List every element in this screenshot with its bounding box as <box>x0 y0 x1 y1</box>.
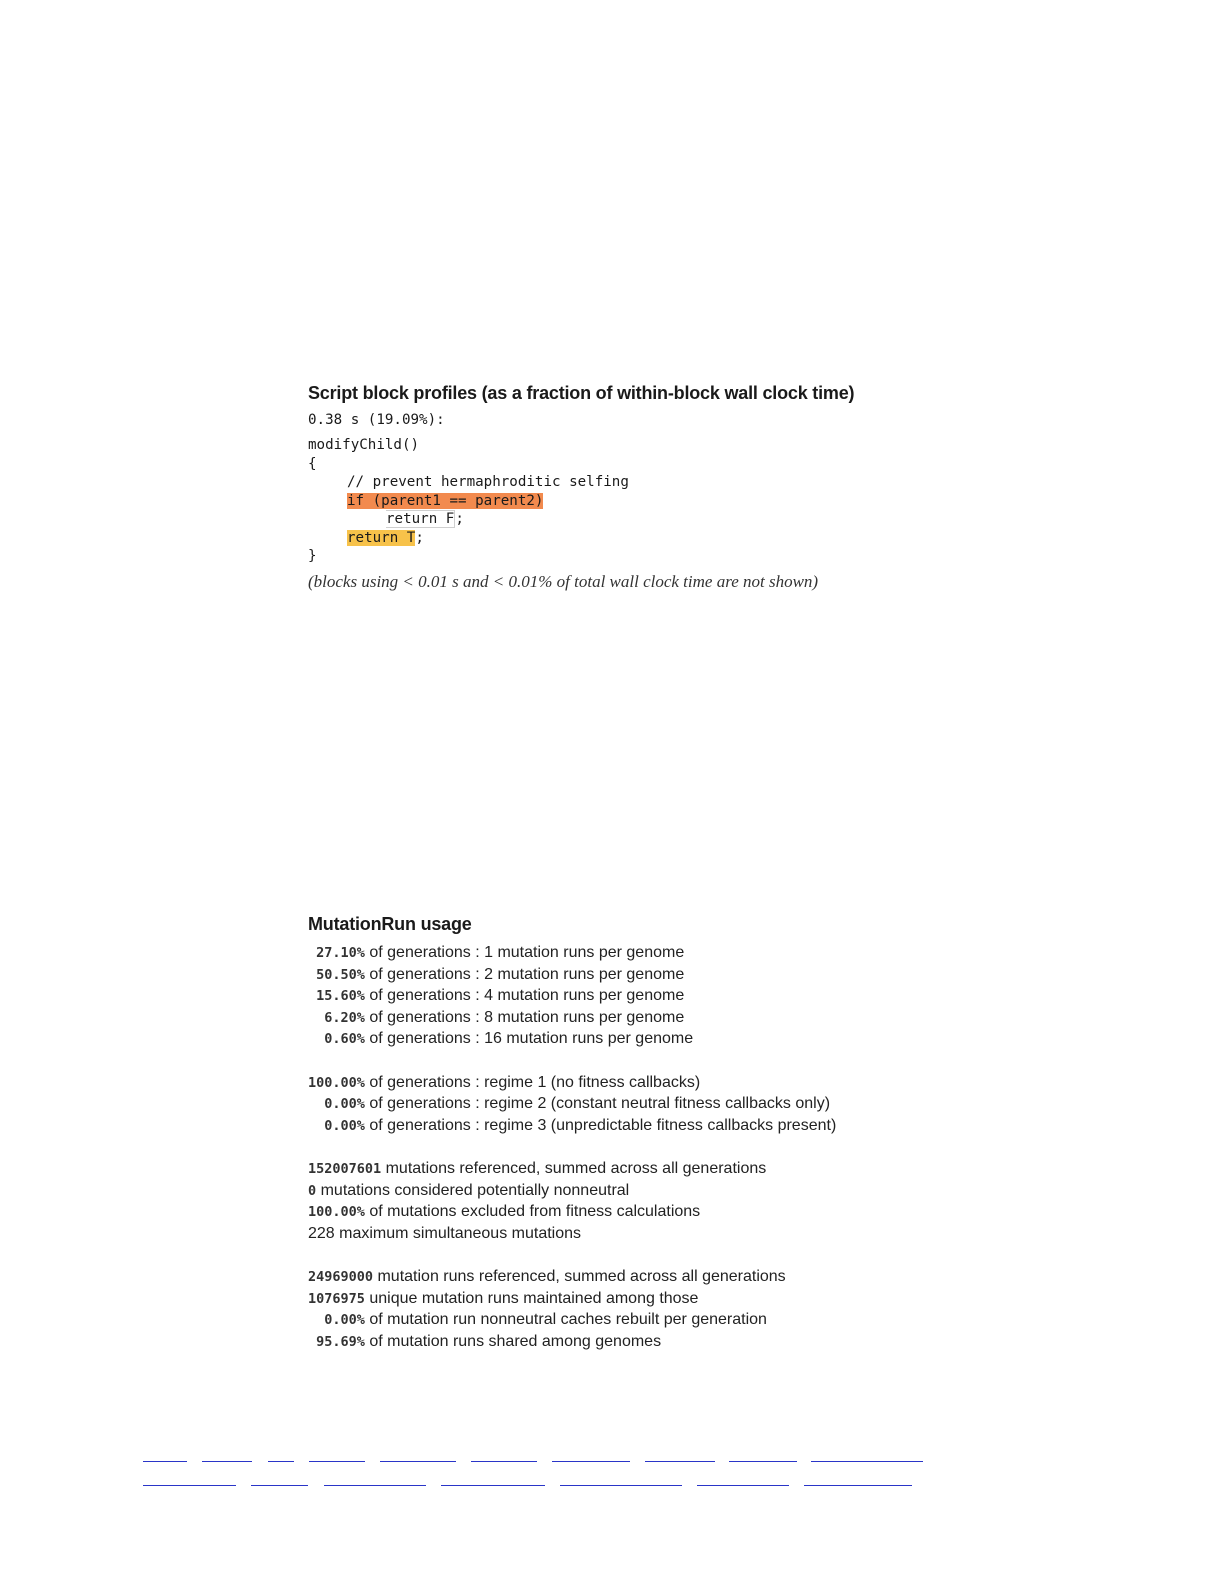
stat-value: 100.00% <box>308 1204 365 1221</box>
stat-value: 0.00% <box>308 1117 365 1134</box>
stat-row <box>308 1223 836 1245</box>
stat-text: mutations referenced, summed across all generations <box>381 1159 767 1177</box>
stat-text: of generations : regime 1 (no fitness callbacks) <box>364 1073 701 1091</box>
footer-link[interactable] <box>471 1458 537 1462</box>
code-line-signature: modifyChild() <box>308 437 420 453</box>
mutationrun-heading: MutationRun usage <box>308 914 472 934</box>
stat-text: of mutation run nonneutral caches rebuilt per generation <box>364 1311 767 1329</box>
stat-row <box>308 1331 836 1353</box>
footer-link[interactable] <box>811 1458 923 1462</box>
footer-link[interactable] <box>143 1482 236 1486</box>
mutationrun-stats <box>308 942 836 1352</box>
stat-text: mutation runs referenced, summed across all generations <box>373 1267 786 1285</box>
code-line-return-f <box>308 510 854 529</box>
stat-text: of generations : 16 mutation runs per genome <box>364 1030 694 1048</box>
stat-text: unique mutation runs maintained among those <box>364 1289 699 1307</box>
stat-value: 0.00% <box>308 1312 365 1329</box>
stat-value: 24969000 <box>308 1268 374 1285</box>
stat-text: of mutations excluded from fitness calculations <box>364 1203 701 1221</box>
script-profile-timing: 0.38 s (19.09%): <box>308 412 445 428</box>
code-return-t-highlight: return T <box>347 529 416 546</box>
stat-row <box>308 1115 836 1137</box>
stat-text: of generations : 4 mutation runs per genome <box>364 987 685 1005</box>
stat-value: 1076975 <box>308 1290 365 1307</box>
code-line-open-brace: { <box>308 455 317 472</box>
footer-link[interactable] <box>645 1458 715 1462</box>
stat-value: 95.69% <box>308 1333 365 1350</box>
stat-text: of generations : regime 3 (unpredictable fitness callbacks present) <box>364 1116 837 1134</box>
code-if-highlight: if (parent1 == parent2) <box>347 492 544 509</box>
footer-link[interactable] <box>380 1458 456 1462</box>
script-profile-note: (blocks using < 0.01 s and < 0.01% of total wall clock time are not shown) <box>308 571 819 591</box>
footer-link[interactable] <box>309 1458 365 1462</box>
script-profile-section <box>308 381 854 593</box>
stat-text: maximum simultaneous mutations <box>334 1224 582 1242</box>
footer-link[interactable] <box>143 1458 187 1462</box>
stat-value: 50.50% <box>308 966 365 983</box>
footer-link[interactable] <box>552 1458 630 1462</box>
stat-row <box>308 1093 836 1115</box>
footer-link[interactable] <box>202 1458 252 1462</box>
stat-text: mutations considered potentially nonneutral <box>316 1181 630 1199</box>
stat-row <box>308 1180 836 1202</box>
code-line-if <box>308 492 854 511</box>
script-profile-heading: Script block profiles (as a fraction of within-block wall clock time) <box>308 383 855 403</box>
stat-row <box>308 964 836 986</box>
stat-row <box>308 1007 836 1029</box>
footer-link[interactable] <box>441 1482 545 1486</box>
stat-value: 0.60% <box>308 1031 365 1048</box>
footer-link[interactable] <box>729 1458 797 1462</box>
stat-row <box>308 985 836 1007</box>
stat-value: 228 <box>308 1224 335 1242</box>
stat-row <box>308 1309 836 1331</box>
code-block <box>308 436 854 566</box>
footer-link[interactable] <box>268 1458 294 1462</box>
stat-row <box>308 1288 836 1310</box>
code-return-f-value: F <box>445 511 455 527</box>
stat-text: of generations : 8 mutation runs per genome <box>364 1008 685 1026</box>
stat-value: 0.00% <box>308 1096 365 1113</box>
footer-link[interactable] <box>560 1482 682 1486</box>
code-return-f-keyword: return <box>386 511 446 527</box>
code-return-f-box <box>386 510 455 528</box>
stat-value: 152007601 <box>308 1160 382 1177</box>
footer-link[interactable] <box>804 1482 912 1486</box>
footer-link[interactable] <box>697 1482 789 1486</box>
stat-value: 100.00% <box>308 1074 365 1091</box>
stat-row <box>308 1201 836 1223</box>
stat-value: 27.10% <box>308 945 365 961</box>
stat-value: 15.60% <box>308 988 365 1005</box>
stat-row <box>308 1266 836 1288</box>
code-line-return-t <box>308 529 854 548</box>
stat-text: of generations : 2 mutation runs per genome <box>364 965 685 983</box>
stat-text: of mutation runs shared among genomes <box>364 1332 662 1350</box>
code-return-f-semicolon: ; <box>455 511 464 527</box>
stat-text: of generations : 1 mutation runs per genome <box>364 944 685 961</box>
code-line-comment <box>308 473 854 492</box>
stat-row <box>308 1158 836 1180</box>
code-return-t-semicolon: ; <box>415 529 424 546</box>
stat-row <box>308 942 836 964</box>
stat-value: 6.20% <box>308 1009 365 1026</box>
code-comment: // prevent hermaphroditic selfing <box>347 474 629 490</box>
stat-value: 0 <box>308 1182 317 1199</box>
stat-row <box>308 1072 836 1094</box>
stat-row <box>308 1028 836 1050</box>
stat-text: of generations : regime 2 (constant neutral fitness callbacks only) <box>364 1095 831 1113</box>
code-line-close-brace: } <box>308 548 317 564</box>
footer-link[interactable] <box>251 1482 308 1486</box>
mutationrun-section <box>308 912 836 1352</box>
footer-link[interactable] <box>324 1482 426 1486</box>
